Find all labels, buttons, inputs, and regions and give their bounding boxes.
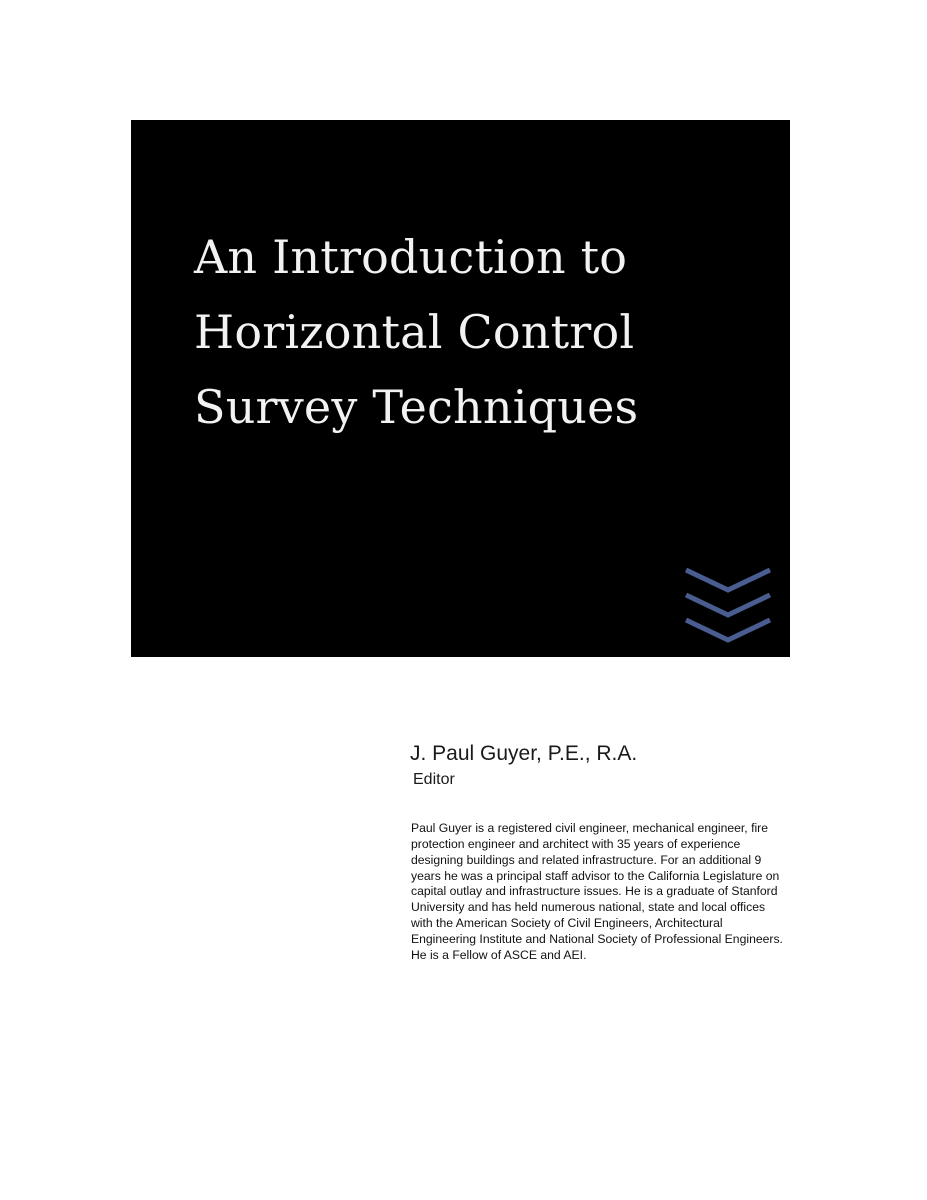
book-title bbox=[194, 220, 784, 445]
title-line-3: Survey Techniques bbox=[194, 380, 639, 434]
author-block bbox=[410, 740, 790, 790]
triple-chevron-down-icon bbox=[683, 568, 773, 648]
title-line-2: Horizontal Control bbox=[194, 305, 635, 359]
cover-panel bbox=[131, 120, 790, 657]
author-bio: Paul Guyer is a registered civil engineer, mechanical engineer, fire protection engineer and architect with 35 years of experience designing buildings and related infrastructure. For an additional 9 years he was a principal staff advisor to the California Legislature on capital outlay and infrastructure issues. He is a graduate of Stanford University and has held numerous national, state and local offices with the American Society of Civil Engineers, Architectural Engineering Institute and National Society of Professional Engineers. He is a Fellow of ASCE and AEI. bbox=[411, 821, 783, 962]
author-role: Editor bbox=[413, 771, 455, 788]
author-name: J. Paul Guyer, P.E., R.A. bbox=[410, 742, 638, 765]
title-line-1: An Introduction to bbox=[194, 230, 628, 284]
